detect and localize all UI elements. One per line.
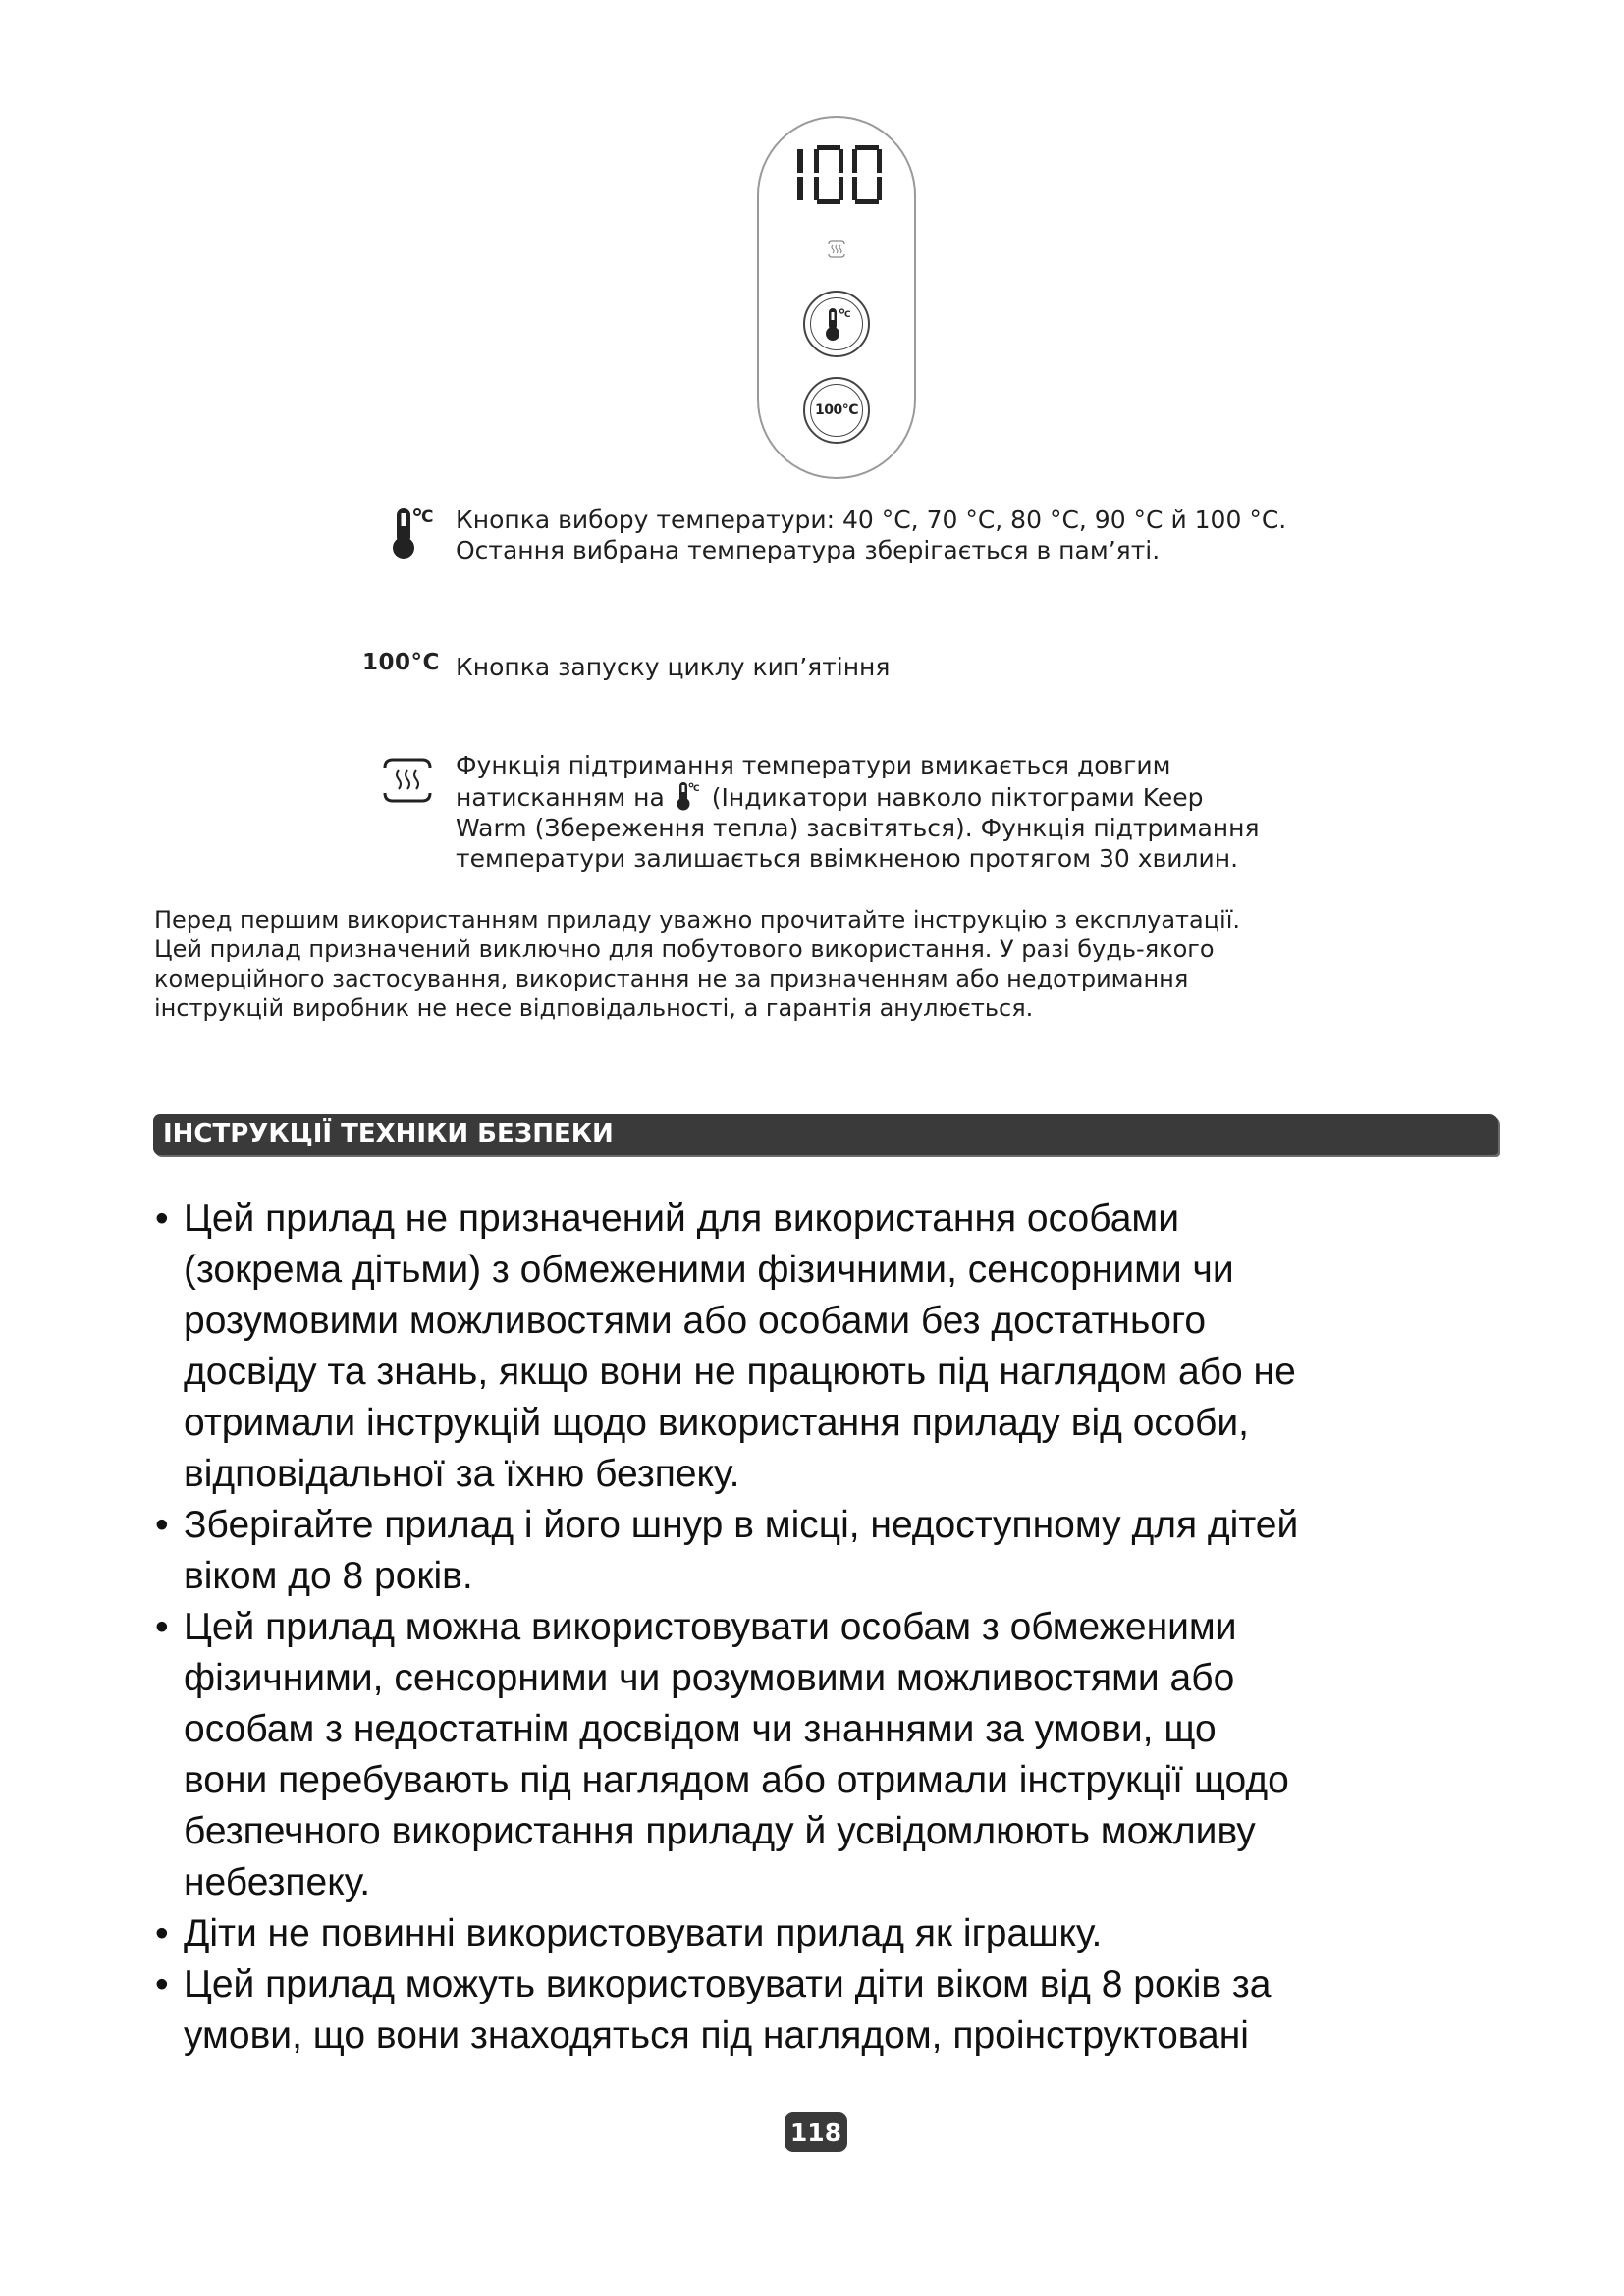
bullet-line: Цей прилад не призначений для використання особами [184, 1198, 1179, 1240]
legend-keep-warm-line2-before: натисканням на [456, 783, 665, 812]
intro-line: Цей прилад призначений виключно для побутового використання. У разі будь-якого [154, 935, 1215, 963]
boil-button[interactable] [803, 377, 870, 444]
thermometer-celsius-icon [386, 503, 445, 563]
legend-temperature-text [456, 505, 1339, 565]
bullet-line: Цей прилад можна використовувати особам з обмеженими [184, 1606, 1237, 1648]
legend-temperature-line1: Кнопка вибору температури: 40 °C, 70 °C, 80 °C, 90 °C й 100 °C. [456, 506, 1287, 534]
section-title: ІНСТРУКЦІЇ ТЕХНІКИ БЕЗПЕКИ [163, 1119, 614, 1148]
legend-boil-icon: 100°C [362, 650, 440, 675]
bullet-line: відповідальної за їхню безпеку. [184, 1453, 740, 1495]
thermometer-celsius-icon [675, 780, 702, 812]
legend-keep-warm-text [456, 750, 1339, 874]
bullet-line: віком до 8 років. [184, 1555, 473, 1597]
bullet-line: Цей прилад можуть використовувати діти віком від 8 років за [184, 1963, 1272, 2005]
legend-boil-text: Кнопка запуску циклу кип’ятіння [456, 653, 891, 681]
intro-line: Перед першим використанням приладу уважно прочитайте інструкцію з експлуатації. [154, 906, 1241, 934]
page-number: 118 [789, 2117, 842, 2147]
bullet-dot-icon: • [155, 1912, 169, 1954]
intro-line: комерційного застосування, використання не за призначенням або недотримання [154, 965, 1189, 992]
temperature-select-button[interactable] [803, 291, 870, 357]
bullet-line: умови, що вони знаходяться під наглядом, проінструктовані [184, 2014, 1249, 2056]
legend-thermometer-icon [386, 503, 445, 567]
bullet-line: досвіду та знань, якщо вони не працюють під наглядом або не [184, 1351, 1296, 1393]
bullet-line: розумовими можливостями або особами без достатнього [184, 1300, 1207, 1342]
legend-keep-warm-icon [379, 752, 436, 813]
bullet-dot-icon: • [155, 1963, 169, 2005]
list-item [152, 1908, 1522, 1959]
section-heading-bar [153, 1114, 1498, 1155]
temperature-display [759, 145, 914, 206]
legend-temperature-line2: Остання вибрана температура зберігається в пам’яті. [456, 536, 1161, 564]
seven-segment-digits-icon [789, 145, 884, 206]
bullet-line: Діти не повинні використовувати прилад як іграшку. [184, 1912, 1103, 1954]
legend-keep-warm-line2 [456, 780, 1339, 813]
legend-keep-warm-line1: Функція підтримання температури вмикається довгим [456, 751, 1171, 779]
legend-keep-warm-line2-after: (Індикатори навколо піктограми Keep [711, 783, 1204, 812]
list-item [152, 1602, 1522, 1908]
keep-warm-icon [379, 752, 436, 809]
bullet-dot-icon: • [155, 1504, 169, 1546]
bullet-line: небезпеку. [184, 1861, 371, 1903]
list-item [152, 1194, 1522, 1500]
control-panel-illustration [757, 116, 916, 479]
thermometer-celsius-icon [820, 304, 853, 344]
bullet-line: (зокрема дітьми) з обмеженими фізичними, сенсорними чи [184, 1249, 1234, 1291]
steam-icon [826, 240, 847, 259]
bullet-line: вони перебувають під наглядом або отримали інструкції щодо [184, 1759, 1289, 1801]
svg-text:C: C [421, 507, 434, 527]
bullet-dot-icon: • [155, 1606, 169, 1648]
keep-warm-indicator [759, 240, 914, 259]
bullet-dot-icon: • [155, 1198, 169, 1240]
list-item [152, 1500, 1522, 1602]
svg-text:C: C [692, 784, 700, 794]
page-number-badge [785, 2112, 847, 2152]
legend-keep-warm-line3: Warm (Збереження тепла) засвітяться). Функція підтримання [456, 814, 1260, 842]
intro-line: інструкцій виробник не несе відповідальності, а гарантія анулюється. [154, 994, 1034, 1022]
list-item [152, 1959, 1522, 2061]
bullet-line: отримали інструкцій щодо використання приладу від особи, [184, 1402, 1250, 1444]
bullet-line: безпечного використання приладу й усвідомлюють можливу [184, 1810, 1256, 1852]
bullet-line: фізичними, сенсорними чи розумовими можливостями або [184, 1657, 1235, 1699]
bullet-line: особам з недостатнім досвідом чи знаннями за умови, що [184, 1708, 1217, 1750]
svg-text:C: C [844, 310, 851, 320]
intro-paragraph [154, 905, 1489, 1023]
bullet-line: Зберігайте прилад і його шнур в місці, недоступному для дітей [184, 1504, 1299, 1546]
boil-button-label: 100°C [815, 402, 858, 418]
safety-instructions-list [152, 1194, 1522, 2061]
legend-keep-warm-line4: температури залишається ввімкненою протягом 30 хвилин. [456, 844, 1239, 873]
